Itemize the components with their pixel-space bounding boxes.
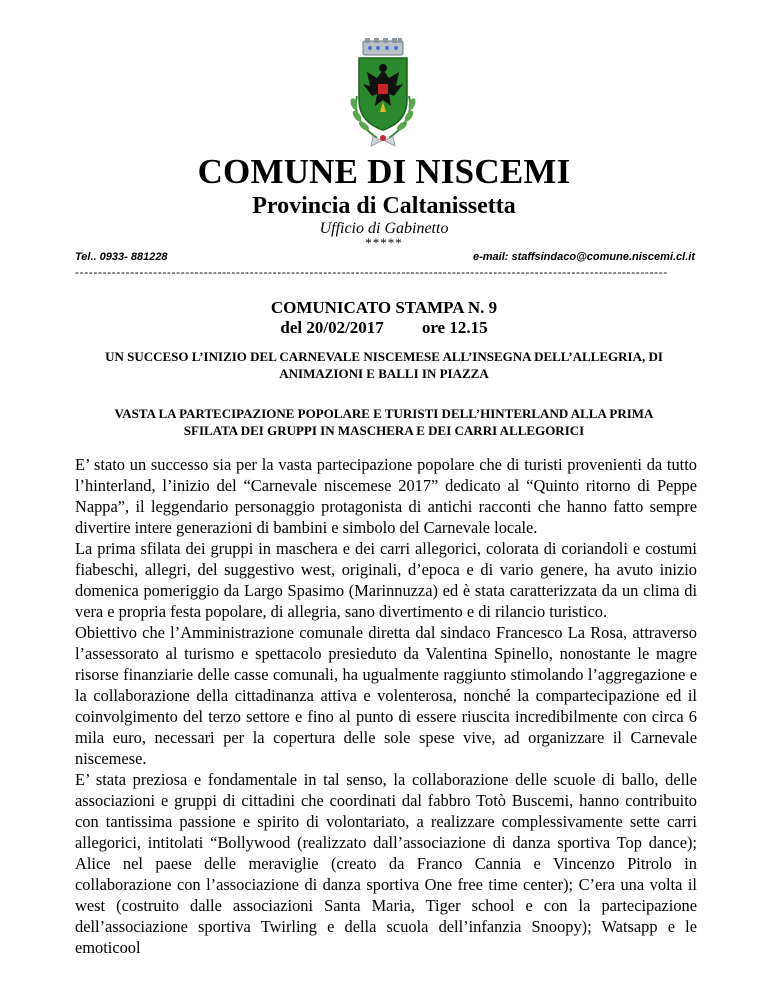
body-paragraph-3: Obiettivo che l’Amministrazione comunale diretta dal sindaco Francesco La Rosa, attraverso l’assessorato al turismo e spettacolo presieduto da Valentina Spinello, nonostante le magre risorse finanziarie delle casse comunali, ha ugualmente raggiunto stimolando l’aggregazione e la collaborazione della cittadinanza attiva e volenterosa, nonché la compartecipazione ed il coinvolgimento del terzo settore e fino al punto di essere riuscita incredibilmente con circa 6 mila euro, necessari per la copertura delle sole spese vive, ad organizzare il Carnevale niscemese.	[75, 623, 697, 768]
phone-number: Tel.. 0933- 881228	[75, 251, 168, 263]
dashed-separator: ---------------------------------------------------------------------------------------------------------------------------------	[75, 265, 668, 279]
article-body	[75, 454, 697, 958]
stars-divider: *****	[365, 235, 403, 250]
press-release-number: COMUNICATO STAMPA N. 9	[270, 298, 498, 317]
body-paragraph-1: E’ stato un successo sia per la vasta partecipazione popolare che di turisti provenienti da tutto l’hinterland, l’inizio del “Carnevale niscemese 2017” dedicato al “Quinto ritorno di Peppe Nappa”, il leggendario personaggio protagonista di antichi racconti che hanno fatto sempre divertire intere generazioni di bambini e simbolo del Carnevale locale.	[75, 455, 697, 537]
headline-2: VASTA LA PARTECIPAZIONE POPOLARE E TURISTI DELL’HINTERLAND ALLA PRIMA SFILATA DEI GRUPPI IN MASCHERA E DEI CARRI ALLEGORICI	[114, 406, 654, 438]
body-paragraph-2: La prima sfilata dei gruppi in maschera e dei carri allegorici, colorata di coriandoli e costumi fiabeschi, allegri, del suggestivo west, originali, d’epoca e di vario genere, ha avuto inizio domenica pomeriggio da Largo Spasimo (Marinnuzza) ed è stata caratterizzata da un clima di vera e propria festa popolare, di allegria, sano divertimento e di rilancio turistico.	[75, 539, 697, 621]
press-release-time: ore 12.15	[421, 318, 488, 337]
press-release-datetime	[0, 318, 768, 338]
headline-1: UN SUCCESO L’INIZIO DEL CARNEVALE NISCEMESE ALL’INSEGNA DELL’ALLEGRIA, DI ANIMAZIONI E BALLI IN PIAZZA	[105, 349, 663, 381]
body-paragraph-4: E’ stata preziosa e fondamentale in tal senso, la collaborazione delle scuole di ballo, delle associazioni e gruppi di cittadini che coordinati dal fabbro Totò Buscemi, hanno contribuito con tantissima passione e spirito di volontariato, a realizzare complessivamente sette carri allegorici, intitolati “Bollywood (realizzato dall’associazione di danza sportiva Top dance); Alice nel paese delle meraviglie (creato da Franco Cannia e Vincenzo Pitrolo in collaborazione con l’associazione di danza sportiva One free time center); C’era una volta il west (costruito dalle associazioni Santa Maria, Tiger school e con la partecipazione dell’associazione sportiva Twirling e della scuola dell’infanzia Snoopy); Watsapp e le emoticool	[75, 770, 697, 957]
press-release-heading	[0, 298, 768, 338]
office-name: Ufficio di Gabinetto	[319, 220, 449, 237]
municipality-title: COMUNE DI NISCEMI	[197, 152, 571, 191]
email-address: e-mail: staffsindaco@comune.niscemi.cl.it	[472, 251, 695, 263]
municipal-coat-of-arms-eagle-icon	[339, 38, 427, 150]
province-title: Provincia di Caltanissetta	[252, 193, 516, 219]
press-release-date: del 20/02/2017	[280, 318, 384, 337]
